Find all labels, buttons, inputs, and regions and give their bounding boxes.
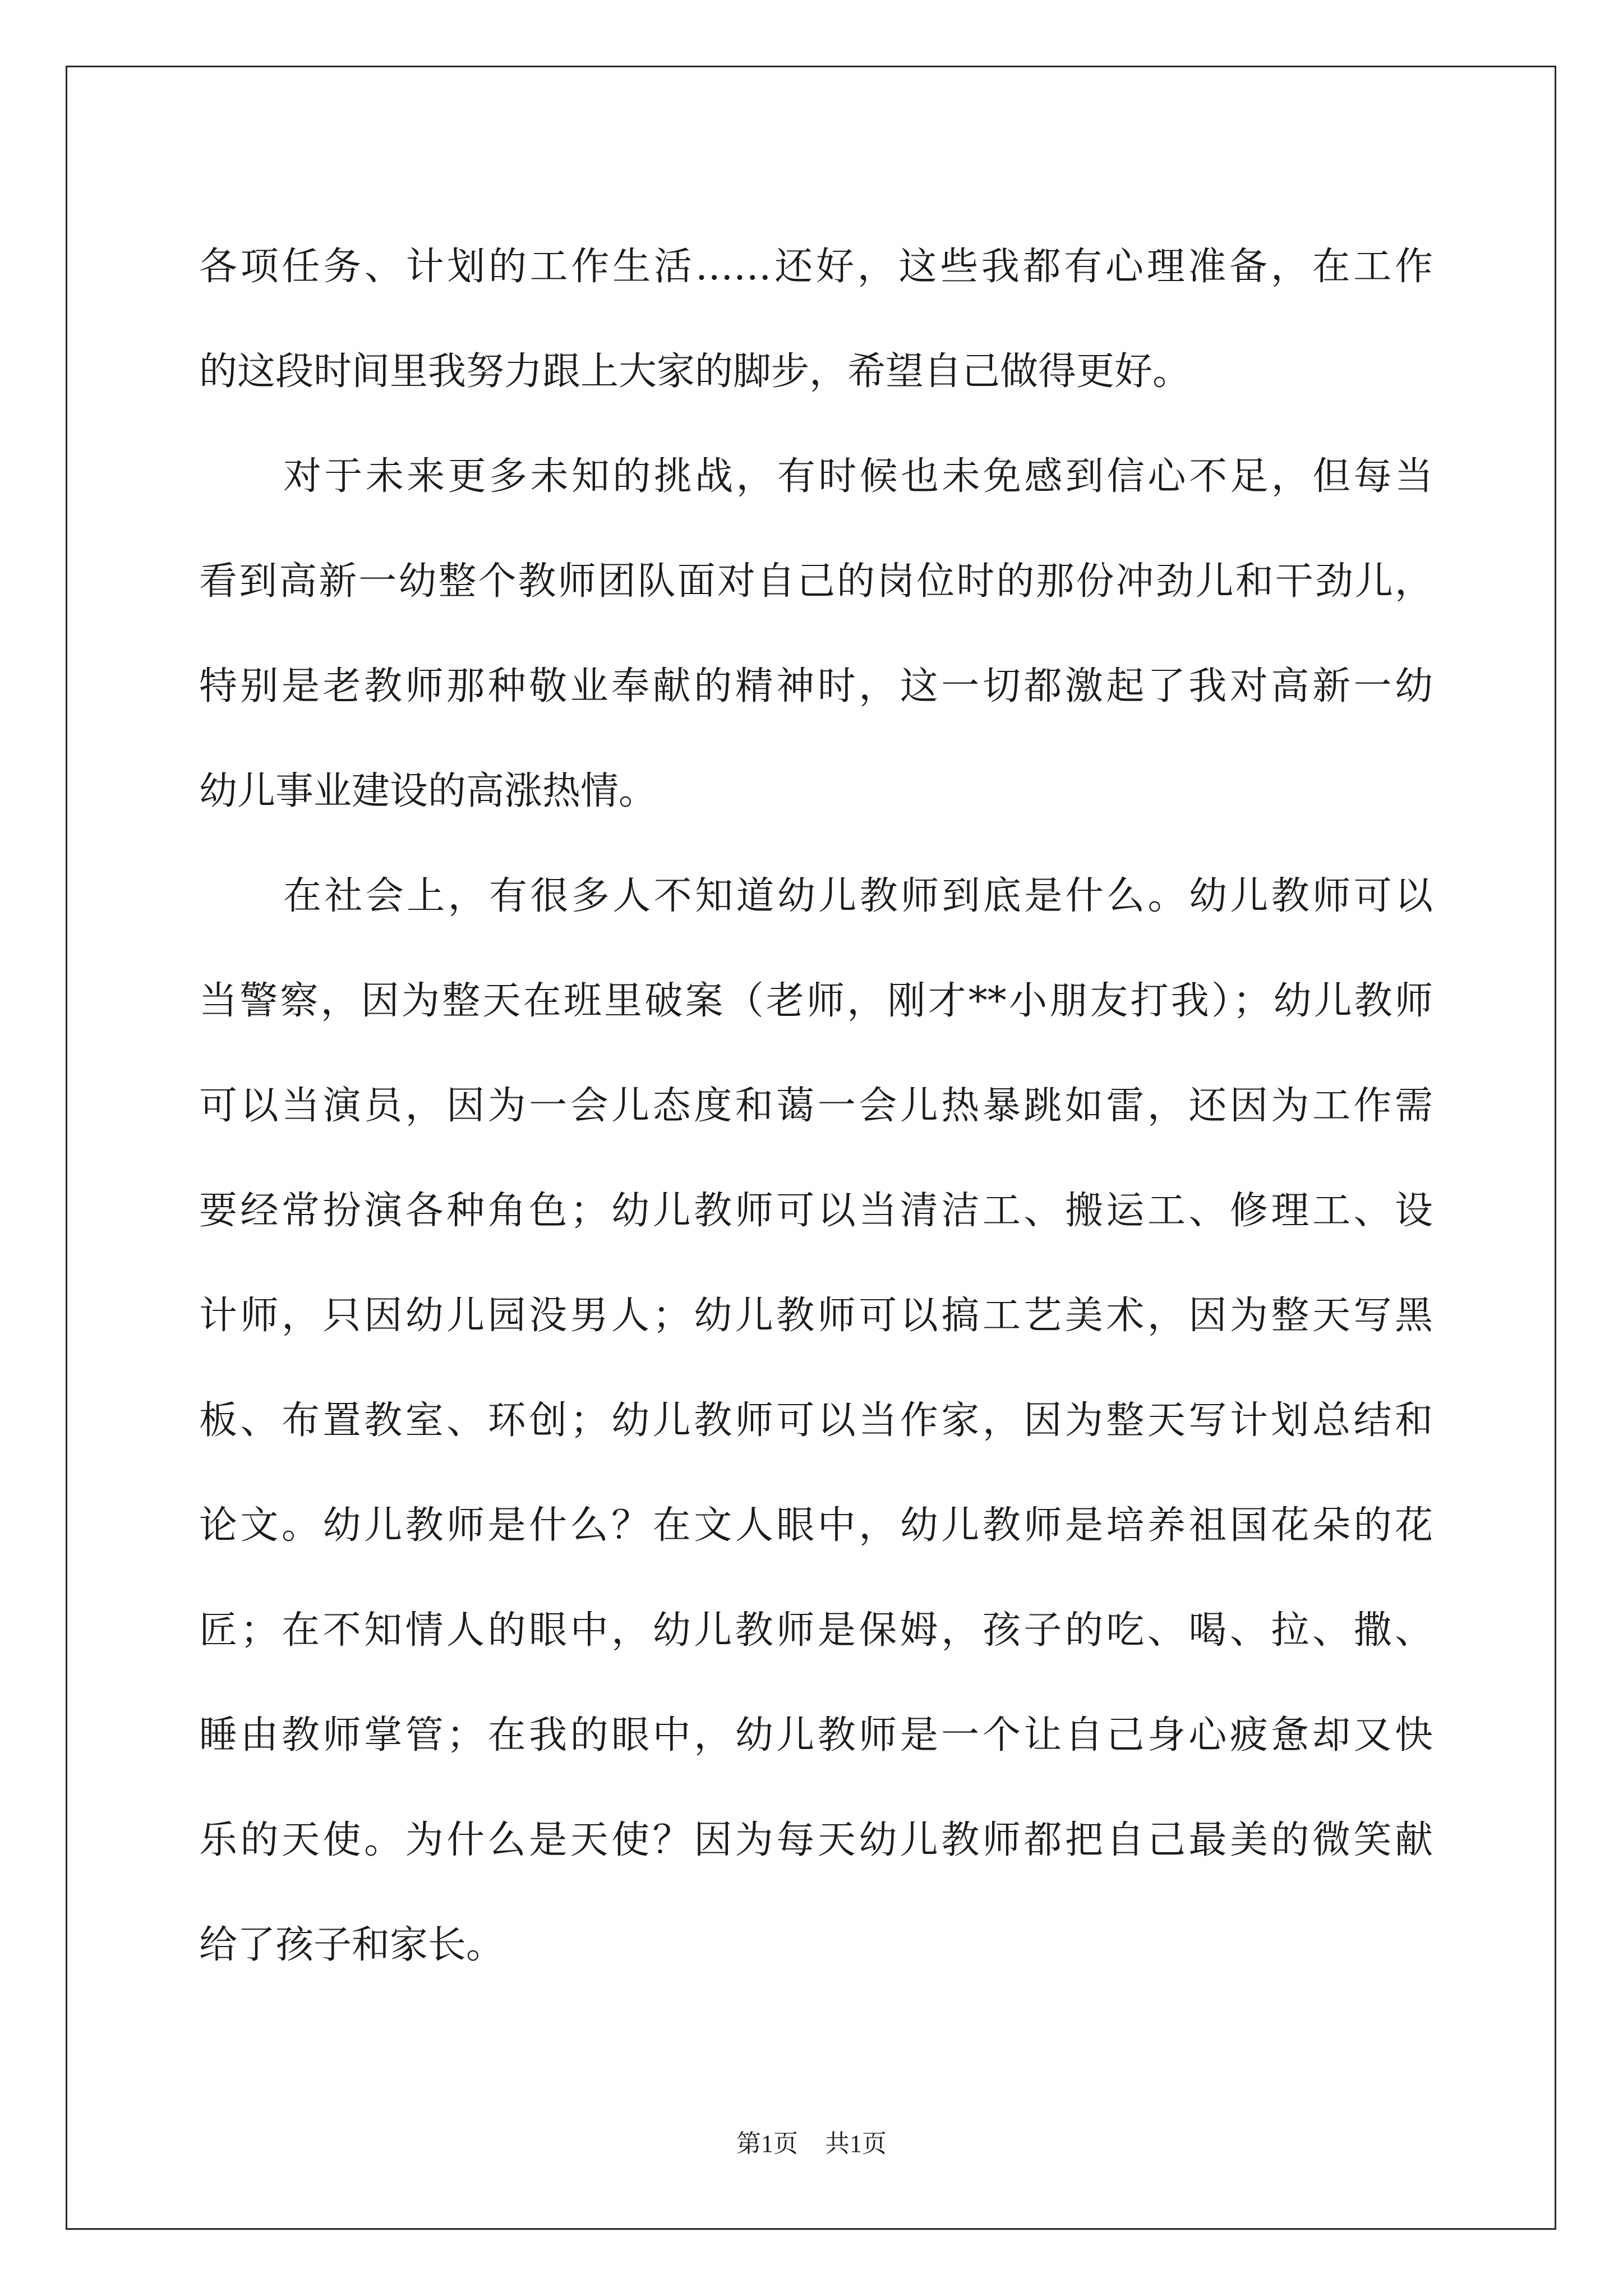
paragraph-first-line: 在社会上，有很多人不知道幼儿教师到底是什么。幼儿教师可以 <box>283 874 1433 918</box>
body-line: 可以当演员，因为一会儿态度和蔼一会儿热暴跳如雷，还因为工作需 <box>199 1084 1433 1128</box>
body-line: 特别是老教师那种敬业奉献的精神时，这一切都激起了我对高新一幼 <box>199 664 1433 708</box>
body-line: 要经常扮演各种角色；幼儿教师可以当清洁工、搬运工、修理工、设 <box>199 1189 1433 1233</box>
body-line: 当警察，因为整天在班里破案（老师，刚才**小朋友打我）；幼儿教师 <box>199 979 1433 1023</box>
body-line: 乐的天使。为什么是天使？因为每天幼儿教师都把自己最美的微笑献 <box>199 1818 1433 1862</box>
page-footer <box>0 2123 1623 2159</box>
paragraph-first-line: 对于未来更多未知的挑战，有时候也未免感到信心不足，但每当 <box>283 454 1433 499</box>
body-line: 睡由教师掌管；在我的眼中，幼儿教师是一个让自己身心疲惫却又快 <box>199 1713 1433 1757</box>
page-number-current: 第1页 <box>736 2130 798 2157</box>
body-line: 计师，只因幼儿园没男人；幼儿教师可以搞工艺美术，因为整天写黑 <box>199 1294 1433 1338</box>
body-line: 看到高新一幼整个教师团队面对自己的岗位时的那份冲劲儿和干劲儿， <box>199 559 1433 604</box>
body-line: 各项任务、计划的工作生活……还好，这些我都有心理准备，在工作 <box>199 245 1433 289</box>
document-body <box>199 214 1433 1998</box>
body-line: 幼儿事业建设的高涨热情。 <box>199 769 657 813</box>
body-line: 的这段时间里我努力跟上大家的脚步，希望自己做得更好。 <box>199 349 1191 394</box>
page-number-total: 共1页 <box>825 2130 887 2157</box>
body-line: 论文。幼儿教师是什么？在文人眼中，幼儿教师是培养祖国花朵的花 <box>199 1503 1433 1548</box>
body-line: 匠；在不知情人的眼中，幼儿教师是保姆，孩子的吃、喝、拉、撒、 <box>199 1608 1433 1653</box>
body-line: 给了孩子和家长。 <box>199 1923 505 1967</box>
body-line: 板、布置教室、环创；幼儿教师可以当作家，因为整天写计划总结和 <box>199 1398 1433 1443</box>
